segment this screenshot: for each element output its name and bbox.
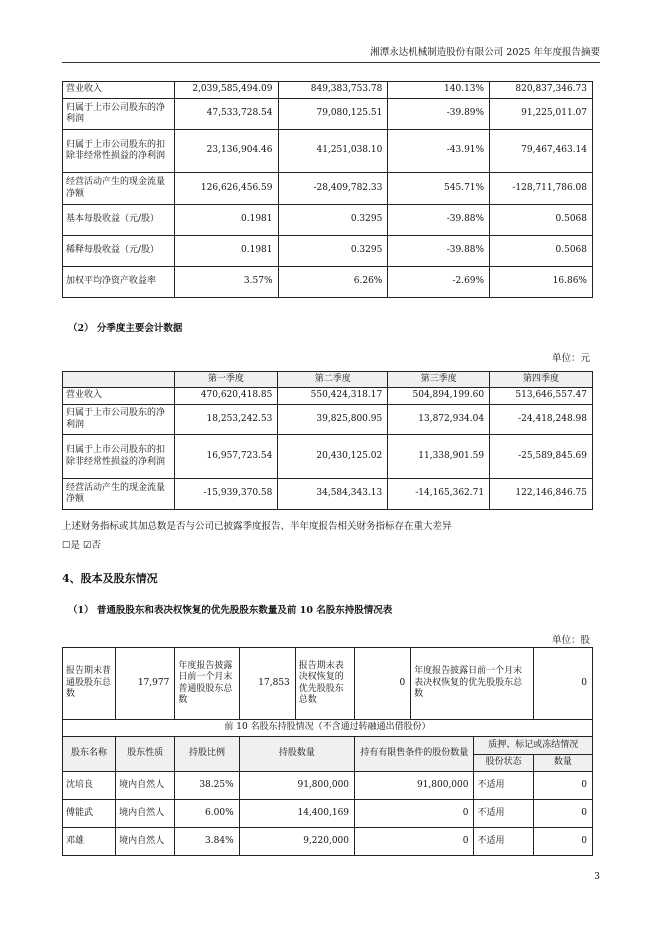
summary-label: 报告期末表决权恢复的优先股股东总数 <box>295 648 354 720</box>
cell-value: 不适用 <box>474 772 533 800</box>
cell-value: 不适用 <box>474 800 533 828</box>
summary-row <box>63 648 593 720</box>
quarterly-table <box>62 371 593 510</box>
row-label: 经营活动产生的现金流量净额 <box>63 479 175 510</box>
table-row <box>63 267 593 298</box>
column-header: 股东性质 <box>116 737 175 772</box>
cell-value: 2,039,585,494.09 <box>174 82 278 99</box>
cell-value: 91,800,000 <box>355 772 474 800</box>
shareholder-nature: 境内自然人 <box>116 772 175 800</box>
column-header: 股东名称 <box>63 737 116 772</box>
cell-value: -43.91% <box>388 130 490 173</box>
cell-value: -39.89% <box>388 99 490 130</box>
cell-value: 6.00% <box>175 800 239 828</box>
cell-value: 47,533,728.54 <box>174 99 278 130</box>
cell-value: 91,225,011.07 <box>490 99 593 130</box>
cell-value: 18,253,242.53 <box>174 405 278 435</box>
cell-value: 122,146,846.75 <box>490 479 593 510</box>
cell-value: 20,430,125.02 <box>278 435 388 479</box>
shareholder-section-title: 4、股本及股东情况 <box>62 572 158 585</box>
row-label: 归属于上市公司股东的净利润 <box>63 99 175 130</box>
cell-value: 545.71% <box>388 173 490 205</box>
row-label: 经营活动产生的现金流量净额 <box>63 173 175 205</box>
cell-value: 16,957,723.54 <box>174 435 278 479</box>
cell-value: 6.26% <box>278 267 388 298</box>
cell-value: 550,424,318.17 <box>278 388 388 405</box>
cell-value: 0.1981 <box>174 205 278 236</box>
page-header <box>62 44 600 63</box>
table-caption: 前 10 名股东持股情况（不含通过转融通出借股份） <box>63 720 593 737</box>
cell-value: 14,400,169 <box>239 800 354 828</box>
cell-value: 3.84% <box>175 828 239 856</box>
cell-value: -2.69% <box>388 267 490 298</box>
cell-value: -14,165,362.71 <box>388 479 490 510</box>
column-header: 第三季度 <box>388 372 490 388</box>
cell-value: -24,418,248.98 <box>490 405 593 435</box>
cell-value: 0 <box>355 828 474 856</box>
cell-value: 140.13% <box>388 82 490 99</box>
cell-value: 504,894,199.60 <box>388 388 490 405</box>
cell-value: 513,646,557.47 <box>490 388 593 405</box>
summary-label: 年度报告披露日前一个月末普通股股东总数 <box>175 648 239 720</box>
row-label: 稀释每股收益（元/股） <box>63 236 175 267</box>
summary-label: 报告期末普通股股东总数 <box>63 648 116 720</box>
row-label: 加权平均净资产收益率 <box>63 267 175 298</box>
cell-value: 849,383,753.78 <box>278 82 388 99</box>
cell-value: 79,080,125.51 <box>278 99 388 130</box>
table-header-row <box>63 372 593 388</box>
shareholder-nature: 境内自然人 <box>116 828 175 856</box>
cell-value: 0 <box>533 772 592 800</box>
column-header: 质押、标记或冻结情况 <box>474 737 593 755</box>
summary-value: 0 <box>355 648 411 720</box>
column-header: 股份状态 <box>474 755 533 772</box>
cell-value: -25,589,845.69 <box>490 435 593 479</box>
table-row <box>63 800 593 828</box>
shareholder-nature: 境内自然人 <box>116 800 175 828</box>
report-title: 湘潭永达机械制造股份有限公司 2025 年年度报告摘要 <box>370 47 600 58</box>
share-unit-label: 单位：股 <box>551 635 590 646</box>
cell-value: 820,837,346.73 <box>490 82 593 99</box>
shareholder-subsection-title: （1） 普通股股东和表决权恢复的优先股股东数量及前 10 名股东持股情况表 <box>68 605 393 616</box>
summary-value: 17,977 <box>116 648 175 720</box>
variance-choice: ☐是 ☑否 <box>62 540 102 551</box>
cell-value: 9,220,000 <box>239 828 354 856</box>
quarterly-section-title: （2） 分季度主要会计数据 <box>68 323 183 334</box>
cell-value: 126,626,456.59 <box>174 173 278 205</box>
cell-value: -128,711,786.08 <box>490 173 593 205</box>
cell-value: -15,939,370.58 <box>174 479 278 510</box>
row-label: 归属于上市公司股东的净利润 <box>63 405 175 435</box>
row-label: 归属于上市公司股东的扣除非经常性损益的净利润 <box>63 130 175 173</box>
cell-value: 0 <box>355 800 474 828</box>
cell-value: 23,136,904.46 <box>174 130 278 173</box>
cell-value: 91,800,000 <box>239 772 354 800</box>
cell-value: 11,338,901.59 <box>388 435 490 479</box>
table-row <box>63 405 593 435</box>
cell-value: 0.3295 <box>278 236 388 267</box>
cell-value: 39,825,800.95 <box>278 405 388 435</box>
cell-value: 0 <box>533 800 592 828</box>
cell-value: 38.25% <box>175 772 239 800</box>
cell-value: -39.88% <box>388 236 490 267</box>
table-row <box>63 388 593 405</box>
table-row <box>63 479 593 510</box>
summary-label: 年度报告披露日前一个月末表决权恢复的优先股股东总数 <box>411 648 534 720</box>
table-row <box>63 205 593 236</box>
column-header: 第二季度 <box>278 372 388 388</box>
table-row <box>63 828 593 856</box>
cell-value: 41,251,038.10 <box>278 130 388 173</box>
cell-value: 3.57% <box>174 267 278 298</box>
shareholders-table <box>62 647 593 856</box>
cell-value: 79,467,463.14 <box>490 130 593 173</box>
cell-value: 0 <box>533 828 592 856</box>
table-row <box>63 435 593 479</box>
table-row <box>63 99 593 130</box>
column-header: 持有有限售条件的股份数量 <box>355 737 474 772</box>
cell-value: 34,584,343.13 <box>278 479 388 510</box>
summary-value: 17,853 <box>239 648 295 720</box>
shareholder-name: 沈培良 <box>63 772 116 800</box>
table-row <box>63 82 593 99</box>
cell-value: -28,409,782.33 <box>278 173 388 205</box>
variance-note: 上述财务指标或其加总数是否与公司已披露季度报告、半年度报告相关财务指标存在重大差异 <box>62 521 452 532</box>
cell-value: 0.1981 <box>174 236 278 267</box>
unit-label: 单位：元 <box>551 353 590 364</box>
key-financials-table <box>62 81 593 298</box>
cell-value: 不适用 <box>474 828 533 856</box>
column-header: 第一季度 <box>174 372 278 388</box>
column-header <box>63 372 175 388</box>
column-header: 持股比例 <box>175 737 239 772</box>
table-row <box>63 772 593 800</box>
table-row <box>63 173 593 205</box>
column-header: 第四季度 <box>490 372 593 388</box>
column-header: 持股数量 <box>239 737 354 772</box>
row-label: 基本每股收益（元/股） <box>63 205 175 236</box>
cell-value: 0.5068 <box>490 236 593 267</box>
cell-value: -39.88% <box>388 205 490 236</box>
caption-row <box>63 720 593 737</box>
summary-value: 0 <box>533 648 592 720</box>
column-header: 数量 <box>533 755 592 772</box>
cell-value: 0.3295 <box>278 205 388 236</box>
table-header-row <box>63 737 593 755</box>
row-label: 归属于上市公司股东的扣除非经常性损益的净利润 <box>63 435 175 479</box>
cell-value: 16.86% <box>490 267 593 298</box>
cell-value: 470,620,418.85 <box>174 388 278 405</box>
page-number: 3 <box>594 872 600 882</box>
table-row <box>63 130 593 173</box>
cell-value: 13,872,934.04 <box>388 405 490 435</box>
shareholder-name: 邓雄 <box>63 828 116 856</box>
table-row <box>63 236 593 267</box>
row-label: 营业收入 <box>63 82 175 99</box>
shareholder-name: 傅能武 <box>63 800 116 828</box>
row-label: 营业收入 <box>63 388 175 405</box>
cell-value: 0.5068 <box>490 205 593 236</box>
